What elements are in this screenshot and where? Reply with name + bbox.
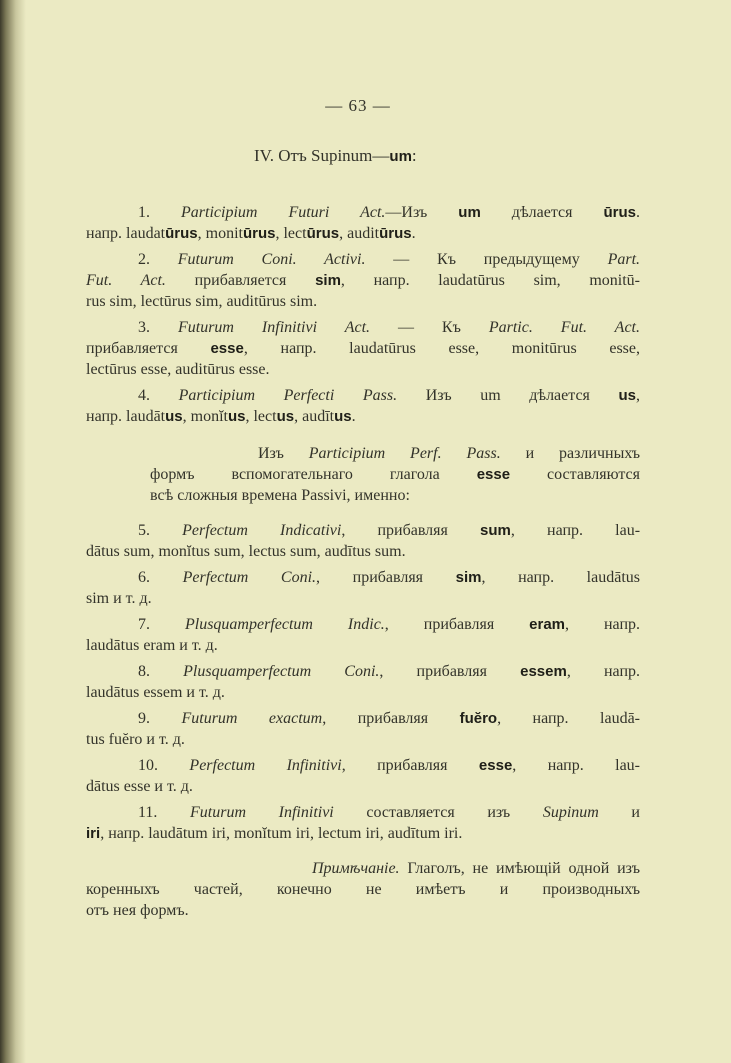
text-run: dātus sum, monĭtus sum, lectus sum, audītus sum. bbox=[86, 543, 406, 560]
text-run: формъ вспомогательнаго глагола bbox=[150, 466, 477, 483]
text-line bbox=[150, 443, 640, 464]
text-line bbox=[86, 202, 640, 223]
text-line bbox=[86, 858, 640, 879]
text-run: , напр. laudatūrus sim, monitū- bbox=[340, 272, 641, 289]
numbered-item bbox=[86, 202, 640, 244]
bold-ending: ūrus bbox=[603, 204, 637, 221]
bold-ending: esse bbox=[210, 340, 244, 357]
text-run: rus sim, lectūrus sim, auditūrus sim. bbox=[86, 293, 318, 310]
text-line bbox=[86, 823, 640, 844]
text-line bbox=[86, 249, 640, 270]
text-run: коренныхъ частей, конечно не имѣетъ и производныхъ bbox=[86, 881, 640, 898]
bold-ending: us bbox=[165, 408, 183, 425]
text-line bbox=[86, 776, 640, 797]
text-run: , напр. bbox=[566, 663, 641, 680]
text-line bbox=[86, 567, 640, 588]
text-run: напр. laudāt bbox=[86, 408, 166, 425]
text-run: , lect bbox=[245, 408, 277, 425]
bold-ending: fuĕro bbox=[459, 710, 498, 727]
numbered-item bbox=[86, 317, 640, 380]
text-run: Глаголъ, не имѣющій одной изъ bbox=[399, 860, 640, 877]
bold-ending: ūrus bbox=[165, 225, 198, 242]
text-run: дѣлается bbox=[480, 204, 604, 221]
italic-term: Perfectum Coni. bbox=[182, 569, 317, 586]
text-run: tus fuĕro и т. д. bbox=[86, 731, 185, 748]
text-run: . bbox=[636, 204, 641, 221]
text-run: 8. bbox=[138, 663, 184, 680]
text-run: lectūrus esse, auditūrus esse. bbox=[86, 361, 270, 378]
text-line bbox=[86, 879, 640, 900]
bold-ending: esse bbox=[478, 757, 513, 774]
italic-term: Примѣчаніе. bbox=[312, 860, 400, 877]
numbered-item bbox=[86, 661, 640, 703]
text-run: 7. bbox=[138, 616, 185, 633]
text-line bbox=[86, 614, 640, 635]
numbered-item bbox=[86, 614, 640, 656]
italic-term: Fut. Act. bbox=[86, 272, 166, 289]
text-run: — Къ bbox=[370, 319, 489, 336]
italic-term: Supinum bbox=[542, 804, 599, 821]
text-run: , прибавляя bbox=[322, 710, 460, 727]
text-line bbox=[86, 708, 640, 729]
text-run: , напр. laudā- bbox=[497, 710, 640, 727]
heading-text: IV. Отъ Supinum— bbox=[254, 146, 390, 165]
text-run: отъ нея формъ. bbox=[86, 902, 189, 919]
text-line bbox=[86, 291, 640, 312]
text-line bbox=[86, 385, 640, 406]
text-line bbox=[86, 223, 640, 244]
text-run: , audīt bbox=[294, 408, 335, 425]
text-line bbox=[86, 635, 640, 656]
italic-term: Futurum Coni. Activi. bbox=[177, 251, 366, 268]
text-line bbox=[86, 900, 640, 921]
text-run: , прибавляя bbox=[341, 522, 481, 539]
bold-ending: sim bbox=[455, 569, 482, 586]
text-run: всѣ сложныя времена Passivi, именно: bbox=[150, 487, 410, 504]
numbered-item bbox=[86, 520, 640, 562]
text-run: 5. bbox=[138, 522, 183, 539]
bold-ending: esse bbox=[476, 466, 511, 483]
text-run: sim и т. д. bbox=[86, 590, 152, 607]
text-run: 11. bbox=[138, 804, 191, 821]
numbered-item bbox=[86, 755, 640, 797]
text-line bbox=[86, 270, 640, 291]
text-run: 2. bbox=[138, 251, 178, 268]
heading-colon: : bbox=[411, 146, 417, 165]
bold-ending: um bbox=[458, 204, 481, 221]
text-line bbox=[150, 485, 640, 506]
italic-term: Part. bbox=[607, 251, 641, 268]
text-line bbox=[86, 317, 640, 338]
text-run: laudātus eram и т. д. bbox=[86, 637, 218, 654]
text-line bbox=[86, 359, 640, 380]
italic-term: Partic. Fut. Act. bbox=[488, 319, 640, 336]
note-paragraph bbox=[86, 858, 640, 921]
bold-ending: sum bbox=[480, 522, 511, 539]
text-run: 1. bbox=[138, 204, 182, 221]
page-body bbox=[86, 202, 640, 921]
text-run: 4. bbox=[138, 387, 179, 404]
text-run: , monit bbox=[197, 225, 243, 242]
numbered-item bbox=[86, 385, 640, 427]
text-run: — Къ предыдущему bbox=[365, 251, 608, 268]
text-line bbox=[150, 464, 640, 485]
text-run: , напр. lau- bbox=[512, 757, 641, 774]
intro-paragraph bbox=[86, 443, 640, 506]
text-run: , bbox=[636, 387, 641, 404]
text-run: 10. bbox=[138, 757, 190, 774]
text-run: 3. bbox=[138, 319, 178, 336]
bold-ending: essem bbox=[520, 663, 567, 680]
text-line bbox=[86, 755, 640, 776]
bold-ending: ūrus bbox=[242, 225, 276, 242]
text-run: составляются bbox=[510, 466, 641, 483]
page-number: — 63 — bbox=[325, 96, 391, 115]
numbered-item bbox=[86, 249, 640, 312]
text-run: прибавляется bbox=[86, 340, 211, 357]
text-run: , прибавляя bbox=[316, 569, 456, 586]
text-run: прибавляется bbox=[165, 272, 316, 289]
italic-term: Perfectum Indicativi bbox=[182, 522, 342, 539]
text-run: Изъ um дѣлается bbox=[397, 387, 619, 404]
bold-ending: us bbox=[276, 408, 295, 425]
bold-ending: us bbox=[618, 387, 637, 404]
section-heading bbox=[254, 146, 417, 166]
numbered-item bbox=[86, 567, 640, 609]
text-run: dātus esse и т. д. bbox=[86, 778, 193, 795]
bold-ending: ūrus bbox=[306, 225, 340, 242]
italic-term: Futurum Infinitivi Act. bbox=[177, 319, 371, 336]
italic-term: Futurum exactum bbox=[181, 710, 323, 727]
numbered-item bbox=[86, 802, 640, 844]
text-line bbox=[86, 406, 640, 427]
text-line bbox=[86, 661, 640, 682]
text-run: , monĭt bbox=[182, 408, 228, 425]
text-run: , напр. laudātus bbox=[481, 569, 641, 586]
text-run: составляется изъ bbox=[333, 804, 543, 821]
text-run: , прибавляя bbox=[341, 757, 479, 774]
text-run: , прибавляя bbox=[384, 616, 530, 633]
text-run: . bbox=[411, 225, 416, 242]
italic-term: Plusquamperfectum Indic. bbox=[184, 616, 385, 633]
text-line bbox=[86, 520, 640, 541]
text-run: 6. bbox=[138, 569, 183, 586]
numbered-item bbox=[86, 708, 640, 750]
heading-bold-ending: um bbox=[389, 148, 412, 165]
text-line bbox=[86, 588, 640, 609]
text-run: laudātus essem и т. д. bbox=[86, 684, 225, 701]
text-run: , напр. lau- bbox=[510, 522, 641, 539]
text-run: , audit bbox=[339, 225, 380, 242]
text-run: напр. laudat bbox=[86, 225, 166, 242]
text-run: —Изъ bbox=[385, 204, 459, 221]
italic-term: Participium Perfecti Pass. bbox=[178, 387, 398, 404]
text-line bbox=[86, 338, 640, 359]
text-line bbox=[86, 802, 640, 823]
italic-term: Participium Futuri Act. bbox=[181, 204, 386, 221]
italic-term: Perfectum Infinitivi bbox=[189, 757, 342, 774]
page-binding-edge bbox=[0, 0, 26, 1063]
text-run: , напр. laudātum iri, monĭtum iri, lectum iri, audītum iri. bbox=[100, 825, 463, 842]
bold-ending: ūrus bbox=[379, 225, 412, 242]
text-run: Изъ bbox=[258, 445, 309, 462]
bold-ending: us bbox=[227, 408, 246, 425]
text-run: 9. bbox=[138, 710, 182, 727]
italic-term: Futurum Infinitivi bbox=[190, 804, 334, 821]
bold-ending: us bbox=[334, 408, 352, 425]
text-run: , напр. bbox=[565, 616, 640, 633]
text-run: и различныхъ bbox=[500, 445, 640, 462]
text-line bbox=[86, 682, 640, 703]
italic-term: Participium Perf. Pass. bbox=[308, 445, 501, 462]
bold-ending: iri bbox=[86, 825, 101, 842]
bold-ending: eram bbox=[529, 616, 566, 633]
text-run: и bbox=[598, 804, 640, 821]
bold-ending: sim bbox=[315, 272, 341, 289]
text-line bbox=[86, 541, 640, 562]
italic-term: Plusquamperfectum Coni. bbox=[183, 663, 380, 680]
text-run: , lect bbox=[275, 225, 307, 242]
text-run: , напр. laudatūrus esse, monitūrus esse, bbox=[243, 340, 640, 357]
text-run: . bbox=[351, 408, 356, 425]
text-line bbox=[86, 729, 640, 750]
text-run: , прибавляя bbox=[379, 663, 521, 680]
